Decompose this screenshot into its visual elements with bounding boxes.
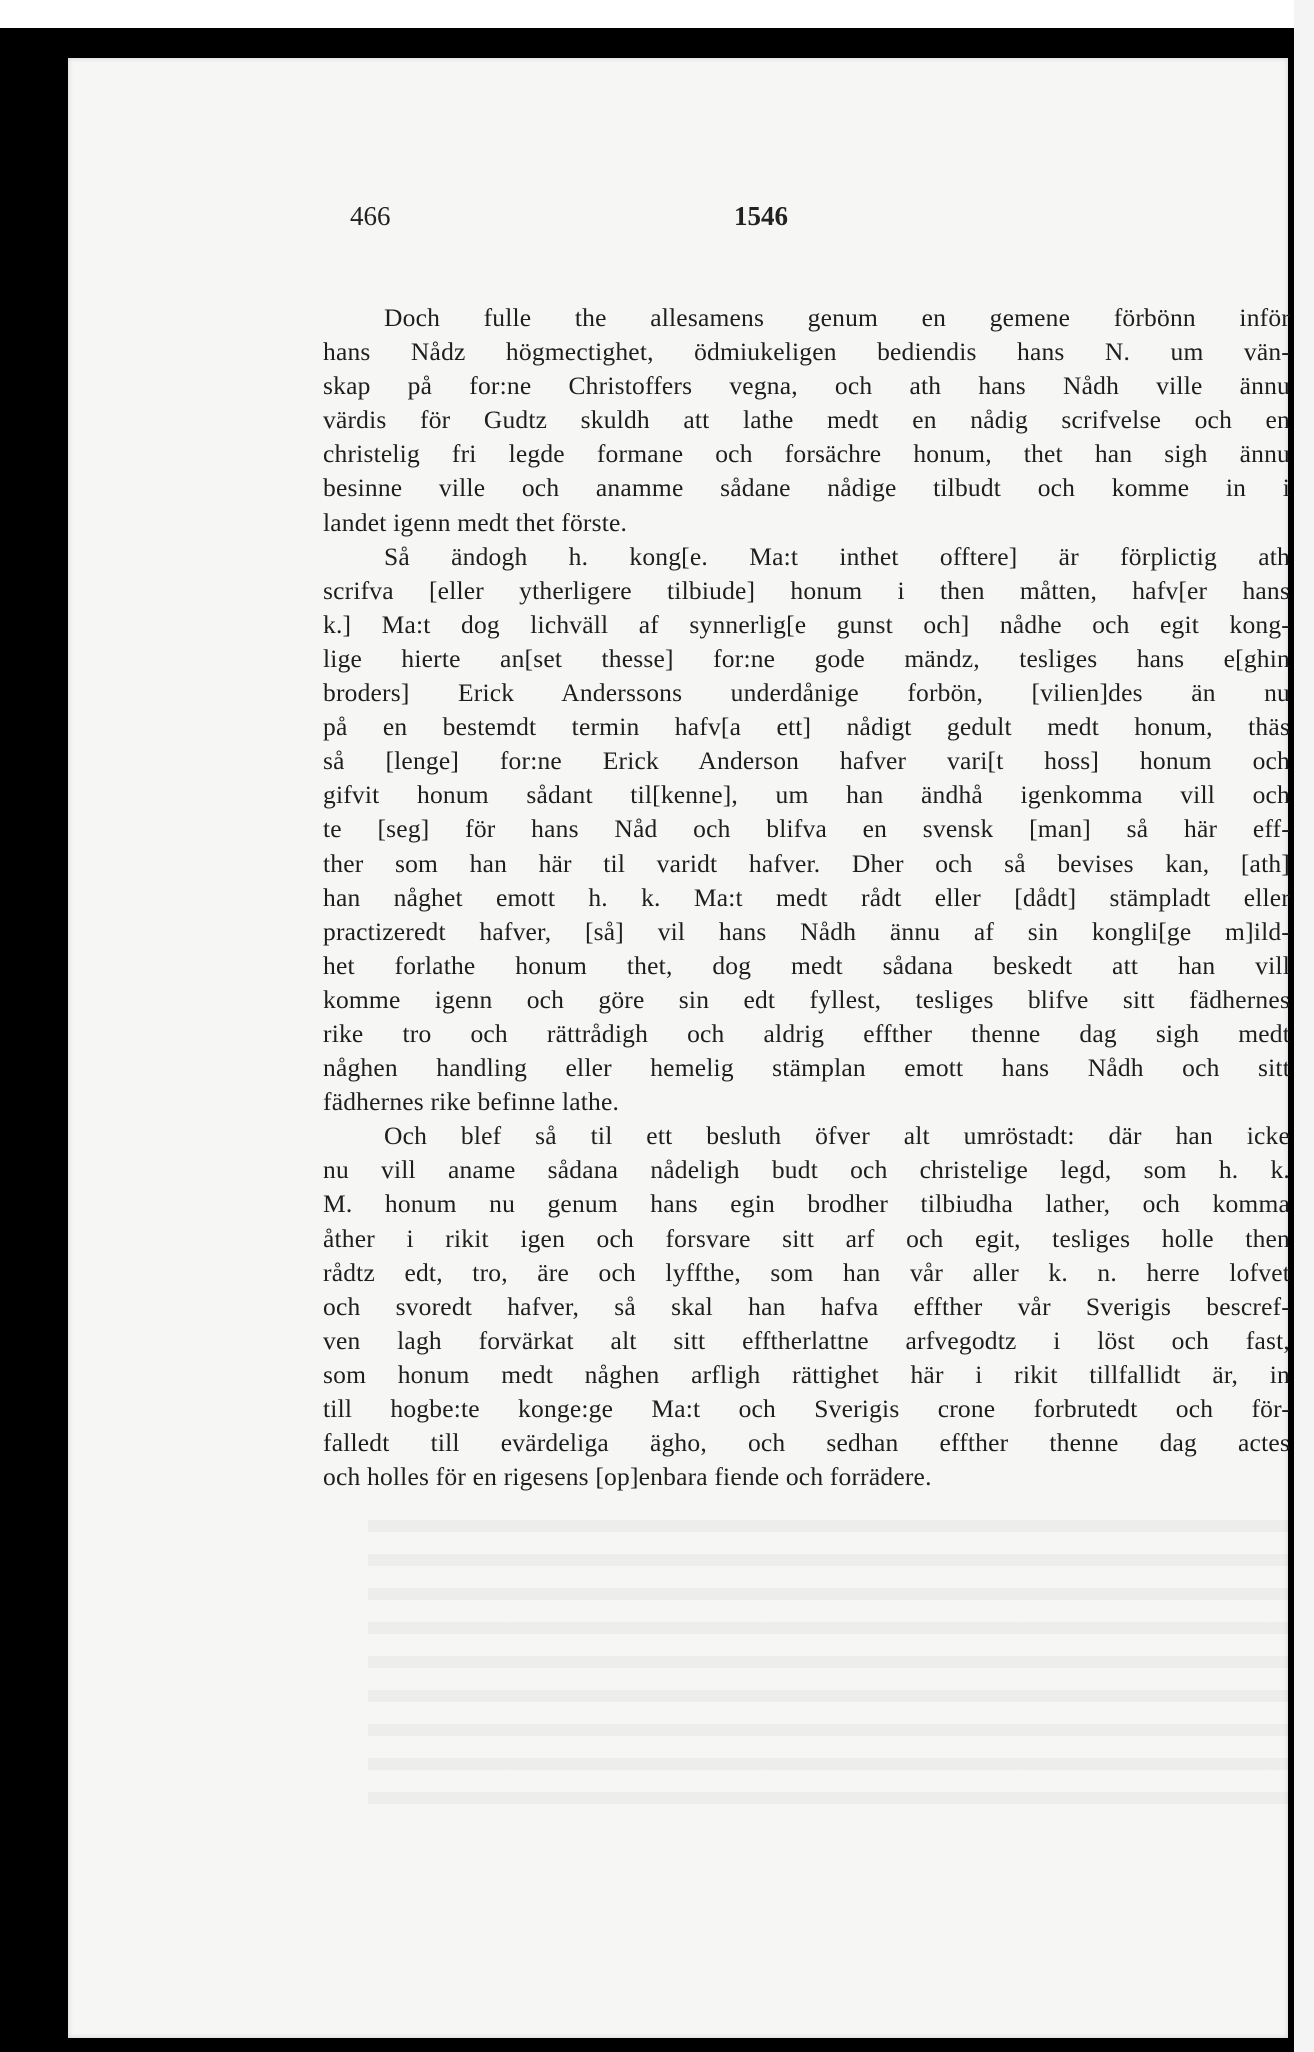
text-line: och holles för en rigesens [op]enbara fiende och forrädere. [323,1462,932,1492]
show-through-bleed [368,1498,1288,1818]
text-line: värdis för Gudtz skuldh att lathe medt en nådig scrifvelse och en [323,405,1290,435]
text-line: rike tro och rättrådigh och aldrig effther thenne dag sigh medt [323,1018,1290,1048]
text-line: Och blef så til ett besluth öfver alt umröstadt: där han icke [384,1121,1290,1151]
text-line: practizeredt hafver, [så] vil hans Nådh ännu af sin kongli[ge m]ild- [323,916,1290,946]
text-line: falledt till evärdeliga ägho, och sedhan effther thenne dag actes [323,1428,1290,1458]
text-line: ven lagh forvärkat alt sitt efftherlattne arfvegodtz i löst och fast, [323,1325,1290,1355]
page-number: 466 [350,201,391,231]
text-line: och svoredt hafver, så skal han hafva effther vår Sverigis bescref- [323,1291,1290,1321]
text-line: landet igenn medt thet förste. [323,507,628,537]
text-line: rådtz edt, tro, äre och lyffthe, som han vår aller k. n. herre lofvet [323,1257,1290,1287]
text-line: ther som han här til varidt hafver. Dher och så bevises kan, [ath] [323,848,1290,878]
text-line: hans Nådz högmectighet, ödmiukeligen bediendis hans N. um vän- [323,337,1290,367]
running-header [68,201,1288,241]
book-page [68,58,1288,2038]
running-head-year: 1546 [734,201,788,231]
body-text [323,301,1290,1494]
text-line: på en bestemdt termin hafv[a ett] nådigt gedult medt honum, thäs [323,712,1290,742]
text-line: besinne ville och anamme sådane nådige tilbudt och komme in i [323,473,1290,503]
text-line: het forlathe honum thet, dog medt sådana beskedt att han vill [323,950,1290,980]
text-line: christelig fri legde formane och forsächre honum, thet han sigh ännu [323,439,1290,469]
text-line: te [seg] för hans Nåd och blifva en svensk [man] så här eff- [323,814,1290,844]
text-line: broders] Erick Anderssons underdånige forbön, [vilien]des än nu [323,678,1290,708]
text-line: komme igenn och göre sin edt fyllest, tesliges blifve sitt fädhernes [323,984,1290,1014]
scan-top-margin [0,0,1314,28]
text-line: Doch fulle the allesamens genum en gemene förbönn inför [384,303,1290,332]
scan-right-margin [1294,0,1314,2052]
text-line: gifvit honum sådant til[kenne], um han ändhå igenkomma vill och [323,780,1290,810]
text-line: M. honum nu genum hans egin brodher tilbiudha lather, och komma [323,1189,1290,1219]
text-line: nu vill aname sådana nådeligh budt och christelige legd, som h. k. [323,1155,1290,1185]
text-line: åther i rikit igen och forsvare sitt arf och egit, tesliges holle then [323,1223,1290,1253]
text-line: fädhernes rike befinne lathe. [323,1087,620,1117]
text-line: skap på for:ne Christoffers vegna, och ath hans Nådh ville ännu [323,371,1290,401]
text-line: Så ändogh h. kong[e. Ma:t inthet offtere] är förplictig ath [384,541,1290,571]
text-line: så [lenge] for:ne Erick Anderson hafver vari[t hoss] honum och [323,746,1290,776]
text-line: han någhet emott h. k. Ma:t medt rådt eller [dådt] stämpladt eller [323,882,1290,912]
text-line: någhen handling eller hemelig stämplan emott hans Nådh och sitt [323,1053,1290,1083]
text-line: scrifva [eller ytherligere tilbiude] honum i then måtten, hafv[er hans [323,575,1290,605]
text-line: som honum medt någhen arfligh rättighet här i rikit tillfallidt är, in [323,1359,1290,1389]
text-line: lige hierte an[set thesse] for:ne gode mändz, tesliges hans e[ghin [323,643,1290,673]
text-line: k.] Ma:t dog lichväll af synnerlig[e gunst och] nådhe och egit kong- [323,609,1290,639]
text-line: till hogbe:te konge:ge Ma:t och Sverigis crone forbrutedt och för- [323,1394,1290,1423]
